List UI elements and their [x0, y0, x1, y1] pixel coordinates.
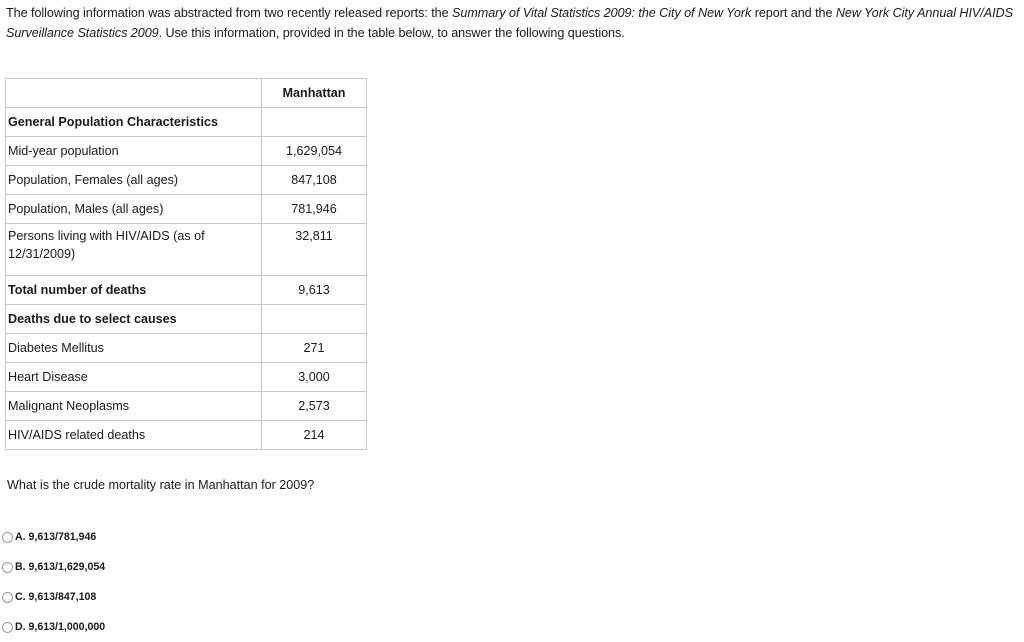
table-row	[6, 334, 367, 363]
answer-option-a[interactable]	[2, 522, 105, 552]
row-label: Total number of deaths	[6, 276, 262, 305]
row-value: 847,108	[262, 166, 367, 195]
option-label: A. 9,613/781,946	[15, 531, 97, 543]
row-label: Malignant Neoplasms	[6, 392, 262, 421]
option-label: B. 9,613/1,629,054	[15, 561, 106, 573]
row-value: 781,946	[262, 195, 367, 224]
answer-option-d[interactable]	[2, 612, 105, 642]
row-label: Deaths due to select causes	[6, 305, 262, 334]
radio-button-icon[interactable]	[2, 562, 13, 573]
row-label: General Population Characteristics	[6, 108, 262, 137]
row-value: 1,629,054	[262, 137, 367, 166]
row-label: Population, Males (all ages)	[6, 195, 262, 224]
intro-text-1: The following information was abstracted from two recently released reports: the	[6, 6, 453, 20]
answer-option-b[interactable]	[2, 552, 105, 582]
row-label: Population, Females (all ages)	[6, 166, 262, 195]
row-value: 2,573	[262, 392, 367, 421]
table-row	[6, 392, 367, 421]
row-label: Diabetes Mellitus	[6, 334, 262, 363]
table-row	[6, 276, 367, 305]
table-header-row	[6, 79, 367, 108]
row-value	[262, 108, 367, 137]
row-label: Persons living with HIV/AIDS (as of 12/31/2009)	[6, 224, 262, 276]
report-title-vital-statistics: Summary of Vital Statistics 2009: the City of New York	[452, 6, 752, 20]
table-row	[6, 305, 367, 334]
statistics-table	[5, 78, 367, 450]
table-column-header: Manhattan	[262, 79, 367, 108]
question-text: What is the crude mortality rate in Manhattan for 2009?	[7, 478, 315, 492]
row-value: 9,613	[262, 276, 367, 305]
table-row	[6, 421, 367, 450]
table-row	[6, 363, 367, 392]
table-row	[6, 195, 367, 224]
intro-text-2: report and the	[751, 6, 836, 20]
table-header-empty-cell	[6, 79, 262, 108]
radio-button-icon[interactable]	[2, 532, 13, 543]
radio-button-icon[interactable]	[2, 622, 13, 633]
table-row	[6, 108, 367, 137]
row-value	[262, 305, 367, 334]
radio-button-icon[interactable]	[2, 592, 13, 603]
table-row	[6, 137, 367, 166]
table-row	[6, 224, 367, 276]
row-value: 214	[262, 421, 367, 450]
intro-paragraph	[6, 3, 1022, 43]
row-value: 271	[262, 334, 367, 363]
row-label: Mid-year population	[6, 137, 262, 166]
option-label: D. 9,613/1,000,000	[15, 621, 106, 633]
table-row	[6, 166, 367, 195]
row-value: 32,811	[262, 224, 367, 276]
answer-options	[2, 522, 105, 642]
report-title-hiv-aids: New York City Annual HIV/AIDS Surveillance Statistics 2009	[6, 6, 1013, 40]
row-label: HIV/AIDS related deaths	[6, 421, 262, 450]
intro-text-3: . Use this information, provided in the table below, to answer the following questions.	[158, 26, 625, 40]
answer-option-c[interactable]	[2, 582, 105, 612]
row-value: 3,000	[262, 363, 367, 392]
row-label: Heart Disease	[6, 363, 262, 392]
option-label: C. 9,613/847,108	[15, 591, 97, 603]
